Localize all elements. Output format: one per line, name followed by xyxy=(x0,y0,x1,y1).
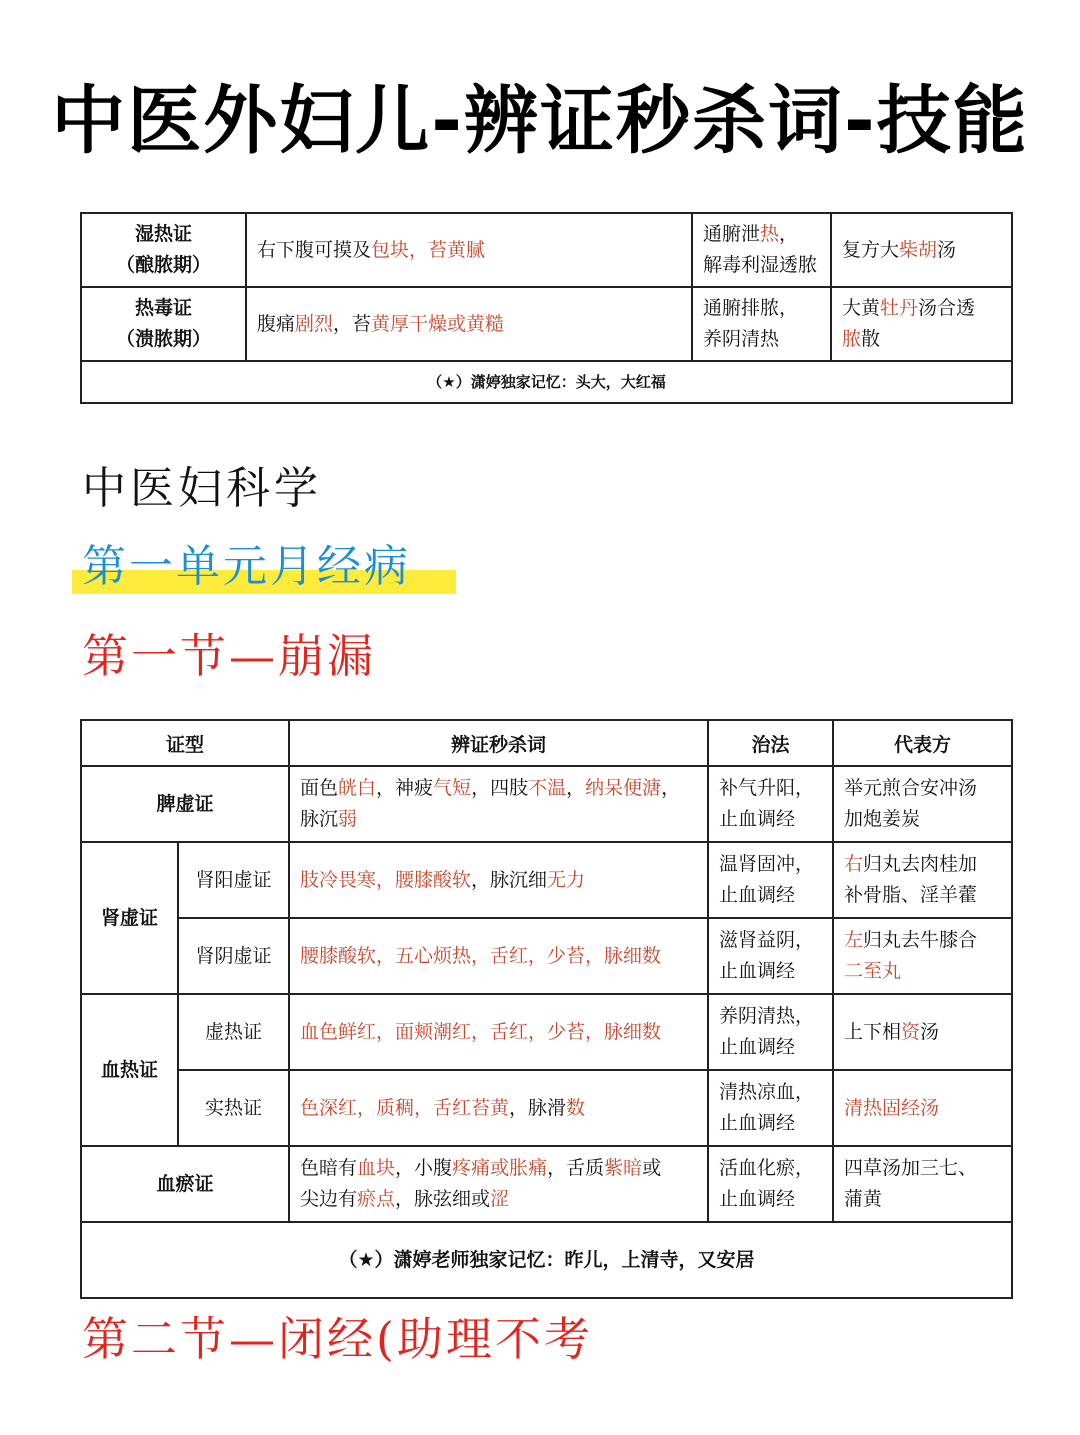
key-words-cell xyxy=(289,1070,708,1146)
syndrome-cell xyxy=(81,213,246,287)
table-row xyxy=(81,1070,1012,1146)
text-run: 止血调经 xyxy=(719,1036,796,1058)
text-run: ，脉沉细 xyxy=(471,868,548,891)
treatment-cell xyxy=(708,994,833,1070)
unit-heading-text: 第一单元月经病 xyxy=(82,541,411,592)
syndrome-name: 热毒证 xyxy=(134,297,192,319)
highlighted-text: 色深红，质稠，舌红苔黄 xyxy=(300,1096,510,1119)
text-run: 活血化瘀， xyxy=(719,1157,815,1179)
memory-note-row xyxy=(81,1222,1012,1298)
text-run: 散 xyxy=(861,328,881,350)
text-run: ，脉弦细或 xyxy=(395,1188,491,1210)
key-words-cell xyxy=(289,994,708,1070)
syndrome-name: 湿热证 xyxy=(134,223,192,245)
text-run: ，小腹 xyxy=(395,1157,453,1179)
text-run: 右下腹可摸及 xyxy=(257,238,372,261)
formula-cell xyxy=(831,287,1012,361)
highlighted-text: 牡丹 xyxy=(880,297,919,319)
treatment-cell xyxy=(708,842,833,918)
text-run: ，神疲 xyxy=(376,777,434,799)
column-header: 辨证秒杀词 xyxy=(289,720,708,766)
unit-heading xyxy=(72,530,411,594)
syndrome-group-cell: 肾虚证 xyxy=(81,842,178,994)
text-run: 上下相 xyxy=(844,1020,902,1043)
highlighted-text: 柴胡 xyxy=(899,238,938,261)
highlighted-text: 右 xyxy=(844,853,864,875)
highlighted-text: 二至丸 xyxy=(844,960,902,982)
subsection-heading-1: 第一节—崩漏 xyxy=(82,629,376,683)
text-run: 温肾固冲， xyxy=(719,853,815,875)
text-run: 养阴清热 xyxy=(703,328,780,350)
text-run: ，脉沉 xyxy=(300,777,681,830)
text-run: 汤 xyxy=(920,1020,940,1043)
table-row xyxy=(81,842,1012,918)
treatment-cell xyxy=(708,1070,833,1146)
treatment-cell xyxy=(708,1146,833,1222)
syndrome-stage: （溃脓期） xyxy=(115,328,211,350)
highlighted-text: 纳呆便溏 xyxy=(585,777,662,799)
column-header: 治法 xyxy=(708,720,833,766)
text-run: 止血调经 xyxy=(719,1112,796,1134)
highlighted-text: 包块，苔黄腻 xyxy=(371,238,486,261)
text-run: 止血调经 xyxy=(719,808,796,830)
text-run: 归丸去肉桂加 xyxy=(863,853,978,875)
text-run: ，脉滑 xyxy=(509,1096,567,1119)
highlighted-text: 资 xyxy=(901,1020,921,1043)
key-words-cell xyxy=(289,918,708,994)
text-run: 清热凉血， xyxy=(719,1081,815,1103)
section-heading: 中医妇科学 xyxy=(82,463,322,514)
text-run: 归丸去牛膝合 xyxy=(863,929,978,951)
text-run: 补骨脂、淫羊藿 xyxy=(844,884,978,906)
formula-cell xyxy=(833,994,1012,1070)
table-row xyxy=(81,994,1012,1070)
highlighted-text: 腰膝酸软，五心烦热，舌红，少苔，脉细数 xyxy=(300,944,662,967)
highlighted-text: 清热固经汤 xyxy=(844,1096,940,1119)
treatment-cell xyxy=(692,287,831,361)
treatment-cell xyxy=(692,213,831,287)
text-run: 或 xyxy=(642,1157,662,1179)
subtype-cell: 虚热证 xyxy=(178,994,289,1070)
memory-note: （★）潇婷独家记忆：头大，大红福 xyxy=(81,361,1012,403)
text-run: ，苔 xyxy=(333,312,372,335)
formula-cell xyxy=(833,842,1012,918)
text-run: 腹痛 xyxy=(257,312,296,335)
treatment-cell xyxy=(708,766,833,842)
appendicitis-table xyxy=(80,212,1013,404)
text-run: 养阴清热， xyxy=(719,1005,815,1027)
highlighted-text: 紫暗 xyxy=(604,1157,643,1179)
text-run: ， xyxy=(779,223,799,245)
page-title: 中医外妇儿-辨证秒杀词-技能 xyxy=(51,78,1029,164)
subtype-cell: 肾阴虚证 xyxy=(178,918,289,994)
highlighted-text: 血色鲜红，面颊潮红，舌红，少苔，脉细数 xyxy=(300,1020,662,1043)
highlighted-text: 弱 xyxy=(338,808,358,830)
text-run: 止血调经 xyxy=(719,884,796,906)
metrorrhagia-table xyxy=(80,719,1013,1299)
text-run: 汤合透 xyxy=(918,297,976,319)
text-run: 蒲黄 xyxy=(844,1188,883,1210)
highlighted-text: 剧烈 xyxy=(295,312,334,335)
text-run: 滋肾益阴， xyxy=(719,929,815,951)
text-run: 四草汤加三七、 xyxy=(844,1157,978,1179)
highlighted-text: 肢冷畏寒，腰膝酸软 xyxy=(300,868,472,891)
highlighted-text: 涩 xyxy=(490,1188,510,1210)
text-run: ，舌质 xyxy=(547,1157,605,1179)
text-run: 通腑泄 xyxy=(703,223,761,245)
text-run: 汤 xyxy=(937,238,957,261)
syndrome-stage: （酿脓期） xyxy=(115,254,211,276)
formula-cell xyxy=(833,766,1012,842)
text-run: 举元煎合安冲汤 xyxy=(844,777,978,799)
table-header-row xyxy=(81,720,1012,766)
text-run: 止血调经 xyxy=(719,1188,796,1210)
column-header: 代表方 xyxy=(833,720,1012,766)
text-run: 通腑排脓， xyxy=(703,297,799,319)
syndrome-cell xyxy=(81,287,246,361)
table-row xyxy=(81,1146,1012,1222)
highlighted-text: 黄厚干燥或黄糙 xyxy=(371,312,505,335)
subsection-heading-2: 第二节—闭经(助理不考 xyxy=(82,1312,593,1366)
key-words-cell xyxy=(289,842,708,918)
table-row xyxy=(81,766,1012,842)
key-words-cell xyxy=(289,1146,708,1222)
subtype-cell: 实热证 xyxy=(178,1070,289,1146)
text-run: 复方大 xyxy=(842,238,900,261)
treatment-cell xyxy=(708,918,833,994)
key-words-cell xyxy=(246,287,692,361)
table-row xyxy=(81,213,1012,287)
key-words-cell xyxy=(289,766,708,842)
table-row xyxy=(81,287,1012,361)
formula-cell xyxy=(833,1146,1012,1222)
highlighted-text: 疼痛或胀痛 xyxy=(452,1157,548,1179)
memory-note: （★）潇婷老师独家记忆：昨儿，上清寺，又安居 xyxy=(81,1222,1012,1298)
memory-note-row xyxy=(81,361,1012,403)
text-run: 大黄 xyxy=(842,297,881,319)
syndrome-cell: 脾虚证 xyxy=(81,766,289,842)
column-header: 证型 xyxy=(81,720,289,766)
formula-cell xyxy=(833,1070,1012,1146)
table-row xyxy=(81,918,1012,994)
text-run: 补气升阳， xyxy=(719,777,815,799)
text-run: 解毒利湿透脓 xyxy=(703,254,818,276)
syndrome-cell: 血瘀证 xyxy=(81,1146,289,1222)
highlighted-text: 无力 xyxy=(547,868,586,891)
highlighted-text: 瘀点 xyxy=(357,1188,396,1210)
highlighted-text: 热 xyxy=(760,223,780,245)
text-run: ，四肢 xyxy=(471,777,529,799)
highlighted-text: 气短 xyxy=(433,777,472,799)
text-run: 尖边有 xyxy=(300,1188,358,1210)
highlighted-text: 脓 xyxy=(842,328,862,350)
key-words-cell xyxy=(246,213,692,287)
text-run: ， xyxy=(566,777,586,799)
formula-cell xyxy=(833,918,1012,994)
text-run: 加炮姜炭 xyxy=(844,808,921,830)
text-run: 止血调经 xyxy=(719,960,796,982)
highlighted-text: 数 xyxy=(566,1096,586,1119)
highlighted-text: 不温 xyxy=(528,777,567,799)
subtype-cell: 肾阳虚证 xyxy=(178,842,289,918)
text-run: 面色 xyxy=(300,777,339,799)
syndrome-group-cell: 血热证 xyxy=(81,994,178,1146)
highlighted-text: 㿠白 xyxy=(338,777,377,799)
highlighted-text: 左 xyxy=(844,929,864,951)
highlighted-text: 血块 xyxy=(357,1157,396,1179)
formula-cell xyxy=(831,213,1012,287)
text-run: 色暗有 xyxy=(300,1157,358,1179)
